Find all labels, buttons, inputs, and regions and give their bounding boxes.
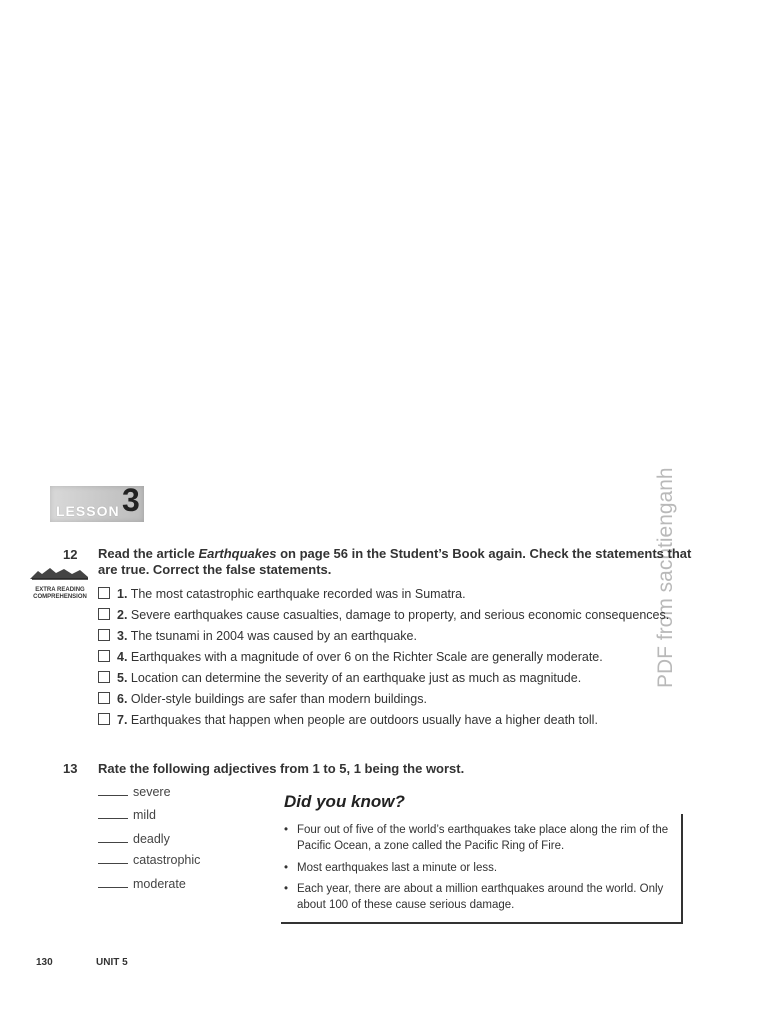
- statement-3: [98, 629, 417, 643]
- bullet-icon: •: [284, 862, 289, 874]
- statement-text: Older-style buildings are safer than modern buildings.: [130, 692, 427, 706]
- adjective-text: mild: [133, 808, 156, 822]
- fact-item: [284, 860, 670, 876]
- statement-number: 3.: [117, 629, 128, 643]
- exercise-13-number: 13: [63, 761, 78, 776]
- adjective-text: moderate: [133, 877, 186, 891]
- rating-blank[interactable]: [98, 795, 128, 796]
- statement-number: 2.: [117, 608, 128, 622]
- rating-blank[interactable]: [98, 842, 128, 843]
- statement-text: The tsunami in 2004 was caused by an earthquake.: [130, 629, 417, 643]
- reading-icon: [28, 565, 90, 581]
- lesson-word: LESSON: [56, 503, 120, 519]
- adjective-text: catastrophic: [133, 853, 201, 867]
- statement-checkbox[interactable]: [98, 608, 110, 620]
- instruction-text-after: on page 56 in the Student’s Book again. Check the statements that: [276, 546, 692, 561]
- exercise-12-instruction: [98, 546, 691, 578]
- did-you-know-title: Did you know?: [284, 792, 405, 811]
- statement-checkbox[interactable]: [98, 629, 110, 641]
- statement-number: 6.: [117, 692, 128, 706]
- statement-checkbox[interactable]: [98, 587, 110, 599]
- statement-5: [98, 671, 581, 685]
- adjective-item: [98, 853, 200, 867]
- adjective-text: deadly: [133, 832, 170, 846]
- watermark: PDF from sachtienganh: [654, 467, 677, 688]
- instruction-text-before: Read the article: [98, 546, 199, 561]
- statement-checkbox[interactable]: [98, 692, 110, 704]
- extra-reading-label-line2: COMPREHENSION: [33, 594, 87, 600]
- lesson-banner: [50, 482, 144, 522]
- page-number: 130: [36, 957, 53, 968]
- statement-checkbox[interactable]: [98, 650, 110, 662]
- adjective-item: [98, 877, 186, 891]
- statement-1: [98, 587, 466, 601]
- unit-label: UNIT 5: [96, 957, 128, 968]
- statement-text: Earthquakes that happen when people are outdoors usually have a higher death toll.: [130, 713, 598, 727]
- adjective-item: [98, 832, 170, 846]
- fact-item: [284, 881, 670, 913]
- statement-checkbox[interactable]: [98, 713, 110, 725]
- exercise-12-number: 12: [63, 547, 78, 562]
- statement-number: 7.: [117, 713, 128, 727]
- statement-number: 5.: [117, 671, 128, 685]
- adjective-item: [98, 785, 171, 799]
- adjective-text: severe: [133, 785, 171, 799]
- statement-text: The most catastrophic earthquake recorded was in Sumatra.: [130, 587, 466, 601]
- statement-text: Severe earthquakes cause casualties, damage to property, and serious economic consequences.: [130, 608, 670, 622]
- adjective-item: [98, 808, 156, 822]
- fact-item: [284, 822, 670, 854]
- statement-number: 1.: [117, 587, 128, 601]
- statement-text: Earthquakes with a magnitude of over 6 on the Richter Scale are generally moderate.: [130, 650, 603, 664]
- statement-4: [98, 650, 603, 664]
- fact-text: Each year, there are about a million earthquakes around the world. Only about 100 of these cause serious damage.: [297, 883, 664, 911]
- statement-2: [98, 608, 669, 622]
- rating-blank[interactable]: [98, 863, 128, 864]
- rating-blank[interactable]: [98, 887, 128, 888]
- instruction-article-title: Earthquakes: [198, 546, 277, 561]
- extra-reading-label-line1: EXTRA READING: [35, 587, 85, 593]
- rating-blank[interactable]: [98, 818, 128, 819]
- statement-checkbox[interactable]: [98, 671, 110, 683]
- bullet-icon: •: [284, 883, 289, 895]
- statement-6: [98, 692, 427, 706]
- bullet-icon: •: [284, 824, 289, 836]
- extra-reading-label: [28, 587, 92, 601]
- fact-text: Four out of five of the world’s earthquakes take place along the rim of the Pacific Ocean, a zone called the Pacific Ring of Fire.: [297, 824, 669, 852]
- exercise-13-instruction: Rate the following adjectives from 1 to 5, 1 being the worst.: [98, 761, 465, 776]
- statement-text: Location can determine the severity of an earthquake just as much as magnitude.: [130, 671, 582, 685]
- lesson-number: 3: [122, 482, 140, 518]
- fact-text: Most earthquakes last a minute or less.: [297, 862, 498, 874]
- statement-7: [98, 713, 598, 727]
- instruction-line-2: are true. Correct the false statements.: [98, 562, 332, 577]
- statement-number: 4.: [117, 650, 128, 664]
